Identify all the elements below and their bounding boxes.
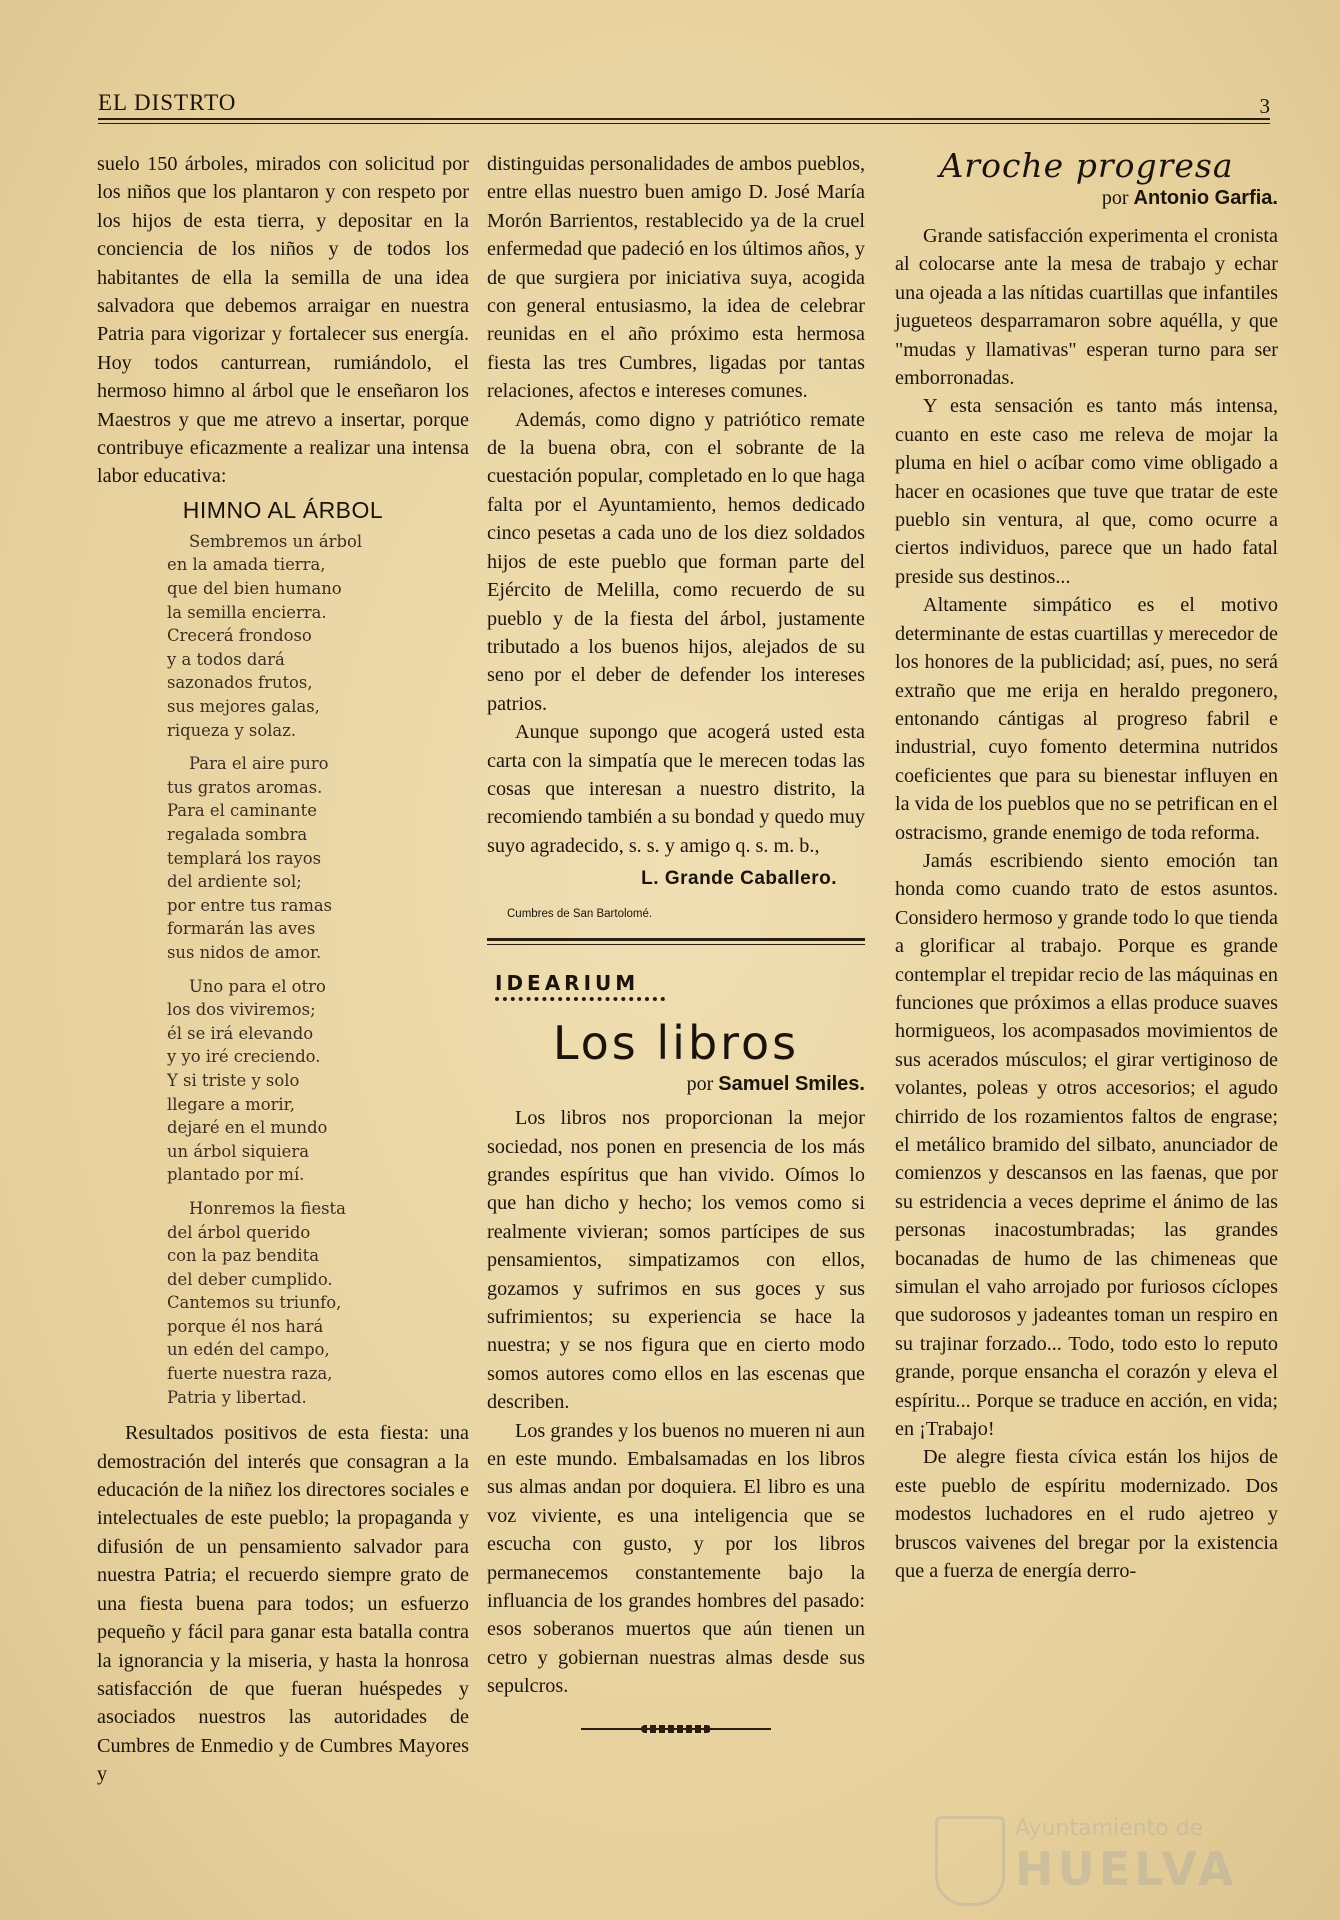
letter-signature: L. Grande Caballero. [641,868,837,890]
verse-line: él se irá elevando [167,1023,314,1043]
verse-line: Y si triste y solo [167,1070,300,1090]
article-title: Aroche progresa [939,146,1234,185]
byline-author: Antonio Garfia. [1133,187,1278,209]
hymn-stanza-3 [167,975,469,1187]
header-rule [98,118,1270,120]
verse-line: la semilla encierra. [167,602,327,622]
paragraph: Resultados positivos de esta fiesta: una demostración del interés que consagran a la educación de la niñez los directores sociales e intelectuales de este pueblo; la propaganda y difusión de un pensamiento salvador para nuestra Patria; el recuerdo siempre grato de una fiesta buena para todos; un esfuerzo pequeño y fácil para ganar esta batalla contra la ignorancia y la miseria, y hasta la honrosa satisfacción de que fueran huéspedes y asociados nuestros las autoridades de Cumbres de Enmedio y de Cumbres Mayores y [97,1422,469,1786]
verse-line: del ardiente sol; [167,872,302,892]
verse-line: los dos viviremos; [167,1000,316,1020]
verse-line: del árbol querido [167,1222,311,1242]
verse-line: porque él nos hará [167,1316,324,1336]
section-divider-thin [487,944,865,945]
letter-place: Cumbres de San Bartolomé. [507,908,653,921]
archive-watermark [935,1812,1275,1908]
verse-line: Cantemos su triunfo, [167,1293,342,1313]
verse-line: formarán las aves [167,919,316,939]
verse-line: Para el caminante [167,801,317,821]
verse-line: riqueza y solaz. [167,720,297,740]
paragraph: Aunque supongo que acogerá usted esta carta con la simpatía que le merecen todas las cosas que interesan a nuestro distrito, la recomiendo también a su bondad y quedo muy suyo agradecido, s. s. y amigo q. s. m. b., [487,721,865,857]
shield-icon [935,1816,1005,1906]
paragraph: Los libros nos proporcionan la mejor sociedad, nos ponen en presencia de los más grandes espíritus que han vivido. Oímos lo que han dicho y hecho; los vemos como si realmente vivieran; somos partícipes de sus pensamientos, simpatizamos con ellos, gozamos y sufrimos en sus goces y sus sufrimientos; su experiencia se hace la nuestra; y se nos figura que en cierto modo somos autores como ellos en las escenas que describen. [487,1107,865,1414]
hymn-title: HIMNO AL ÁRBOL [182,496,384,523]
verse-line: Crecerá frondoso [167,626,312,646]
dotted-underline [495,997,665,1001]
verse-line: templará los rayos [167,848,322,868]
verse-line: fuerte nuestra raza, [167,1364,333,1384]
paragraph: De alegre fiesta cívica están los hijos de este pueblo de espíritu modernizado. Dos modestos luchadores en el rudo ajetreo y bruscos vaivenes del bregar por la existencia que a fuerza de energía derro- [895,1446,1278,1583]
verse-line: Sembremos un árbol [189,531,363,551]
paragraph: distinguidas personalidades de ambos pueblos, entre ellas nuestro buen amigo D. José María Morón Barrientos, restablecido ya de la cruel enfermedad que padeció en los últimos años, y de que surgiera por iniciativa suya, acogida con general entusiasmo, la idea de celebrar reunidas en el año próximo esta hermosa fiesta las tres Cumbres, ligadas por tantas relaciones, afectos e intereses comunes. [487,153,865,403]
verse-line: sus nidos de amor. [167,942,322,962]
verse-line: llegare a morir, [167,1094,295,1114]
verse-line: sazonados frutos, [167,673,313,693]
verse-line: por entre tus ramas [167,895,333,915]
section-divider [487,938,865,941]
hymn-stanza-1 [167,530,469,742]
paragraph: Además, como digno y patriótico remate de la buena obra, con el sobrante de la cuestación popular, completado en lo que haga falta por el Ayuntamiento, hemos dedicado cinco pesetas a cada uno de los diez soldados hijos de este pueblo que forman parte del Ejército de Melilla, como recuerdo de su pueblo y de la fiesta del árbol, justamente tributado a los buenos hijos, alejados de su seno por el deber de defender los intereses patrios. [487,408,865,715]
article-byline [487,1073,865,1096]
verse-line: dejaré en el mundo [167,1118,328,1138]
paragraph: Altamente simpático es el motivo determinante de estas cuartillas y merecedor de los honores de la publicidad; así, pues, no será extraño que me erija en heraldo pregonero, entonando cántigas al progreso fabril e industrial, cuyo fomento determina nutridos coeficientes que para su bienestar influyen en la vida de los pueblos que no se petrifican en el ostracismo, grande enemigo de toda reforma. [895,594,1278,844]
paragraph: Los grandes y los buenos no mueren ni aun en este mundo. Embalsamadas en los libros sus almas andan por doquiera. El libro es una voz viviente, es una inteligencia que se escucha con gusto, y por los libros permanecemos constantemente bajo la influancia de los grandes hombres del pasado: esos soberanos muertos que aún tienen un cetro y gobiernan nuestras almas desde sus sepulcros. [487,1419,865,1698]
column-middle [487,150,865,1733]
paragraph: Jamás escribiendo siento emoción tan honda como cuando trato de estos asuntos. Considero hermoso y grande todo lo que tienda a glorificar al trabajo. Porque es grande contemplar el trepidar recio de las máquinas en funciones que próximos a ellas produce suaves hormigueos, los acompasados movimientos de sus acerados músculos; el girar vertiginoso de volantes, poleas y otros accesorios; el agudo chirrido de los rozamientos faltos de engrase; el metálico bramido del silbato, anunciador de comienzos y descansos en las faenas, que por su estridencia a veces deprime el ánimo de las personas inacostumbradas; las grandes bocanadas de humo de las chimeneas que simulan el vaho arrojado por furiosos cíclopes que sudorosos y jadeantes toman un respiro en su trajinar forzado... Todo, todo esto lo reputo grande, porque ensancha el corazón y eleva el espíritu... Porque se traduce en acción, en vida; en ¡Trabajo! [895,849,1278,1441]
article-title: Los libros [552,1016,800,1071]
watermark-line1: Ayuntamiento de [1015,1816,1204,1841]
watermark-line2: HUELVA [1015,1842,1238,1896]
paragraph: suelo 150 árboles, mirados con solicitud por los niños que los plantaron y con respeto por los hijos de esta tierra, y depositar en la conciencia de los niños y de todos los habitantes de ella la semilla de una idea salvadora que debemos arraigar en nuestra Patria para vigorizar y fortalecer sus energía. Hoy todos canturrean, rumiándolo, el hermoso himno al árbol que le enseñaron los Maestros y que me atrevo a insertar, porque contribuye eficazmente a realizar una intensa labor educativa: [97,153,469,488]
verse-line: Patria y libertad. [167,1387,307,1407]
end-ornament [581,1725,771,1733]
paragraph: Y esta sensación es tanto más intensa, cuanto en este caso me releva de mojar la pluma en hiel o acíbar como vime obligado a hacer en ocasiones que tuve que tratar de este pueblo sin ventura, al que, como ocurre a ciertos individuos, parece que un hado fatal preside sus destinos... [895,395,1278,588]
verse-line: y a todos dará [167,649,285,669]
verse-line: tus gratos aromas. [167,777,323,797]
verse-line: Uno para el otro [189,976,326,996]
verse-line: y yo iré creciendo. [167,1047,321,1067]
verse-line: Para el aire puro [189,754,329,774]
verse-line: un edén del campo, [167,1340,330,1360]
verse-line: plantado por mí. [167,1165,305,1185]
hymn-stanza-2 [167,752,469,964]
hymn-stanza-4 [167,1197,469,1409]
column-left [97,150,469,1789]
header-rule-thin [98,123,1270,124]
article-byline [895,187,1278,210]
verse-line: en la amada tierra, [167,555,326,575]
column-right [895,146,1278,1586]
verse-line: sus mejores galas, [167,697,320,717]
verse-line: regalada sombra [167,825,308,844]
verse-line: un árbol siquiera [167,1141,309,1161]
verse-line: Honremos la fiesta [189,1198,346,1218]
verse-line: con la paz bendita [167,1246,319,1266]
newspaper-title: EL DISTRTO [98,90,237,115]
verse-line: que del bien humano [167,579,342,599]
ornament-beads [641,1725,711,1733]
byline-por: por [686,1073,714,1096]
section-label: IDEARIUM [495,971,640,996]
byline-por: por [1101,187,1129,209]
verse-line: del deber cumplido. [167,1269,333,1289]
paragraph: Grande satisfacción experimenta el cronista al colocarse ante la mesa de trabajo y echar una ojeada a las nítidas cuartillas que infantiles jugueteos desparramaron sobre aquélla, y que "mudas y llamativas" esperan turno para ser emborronadas. [895,225,1278,390]
running-header [98,90,1270,116]
page-number: 3 [1259,94,1270,118]
byline-author: Samuel Smiles. [718,1073,865,1096]
